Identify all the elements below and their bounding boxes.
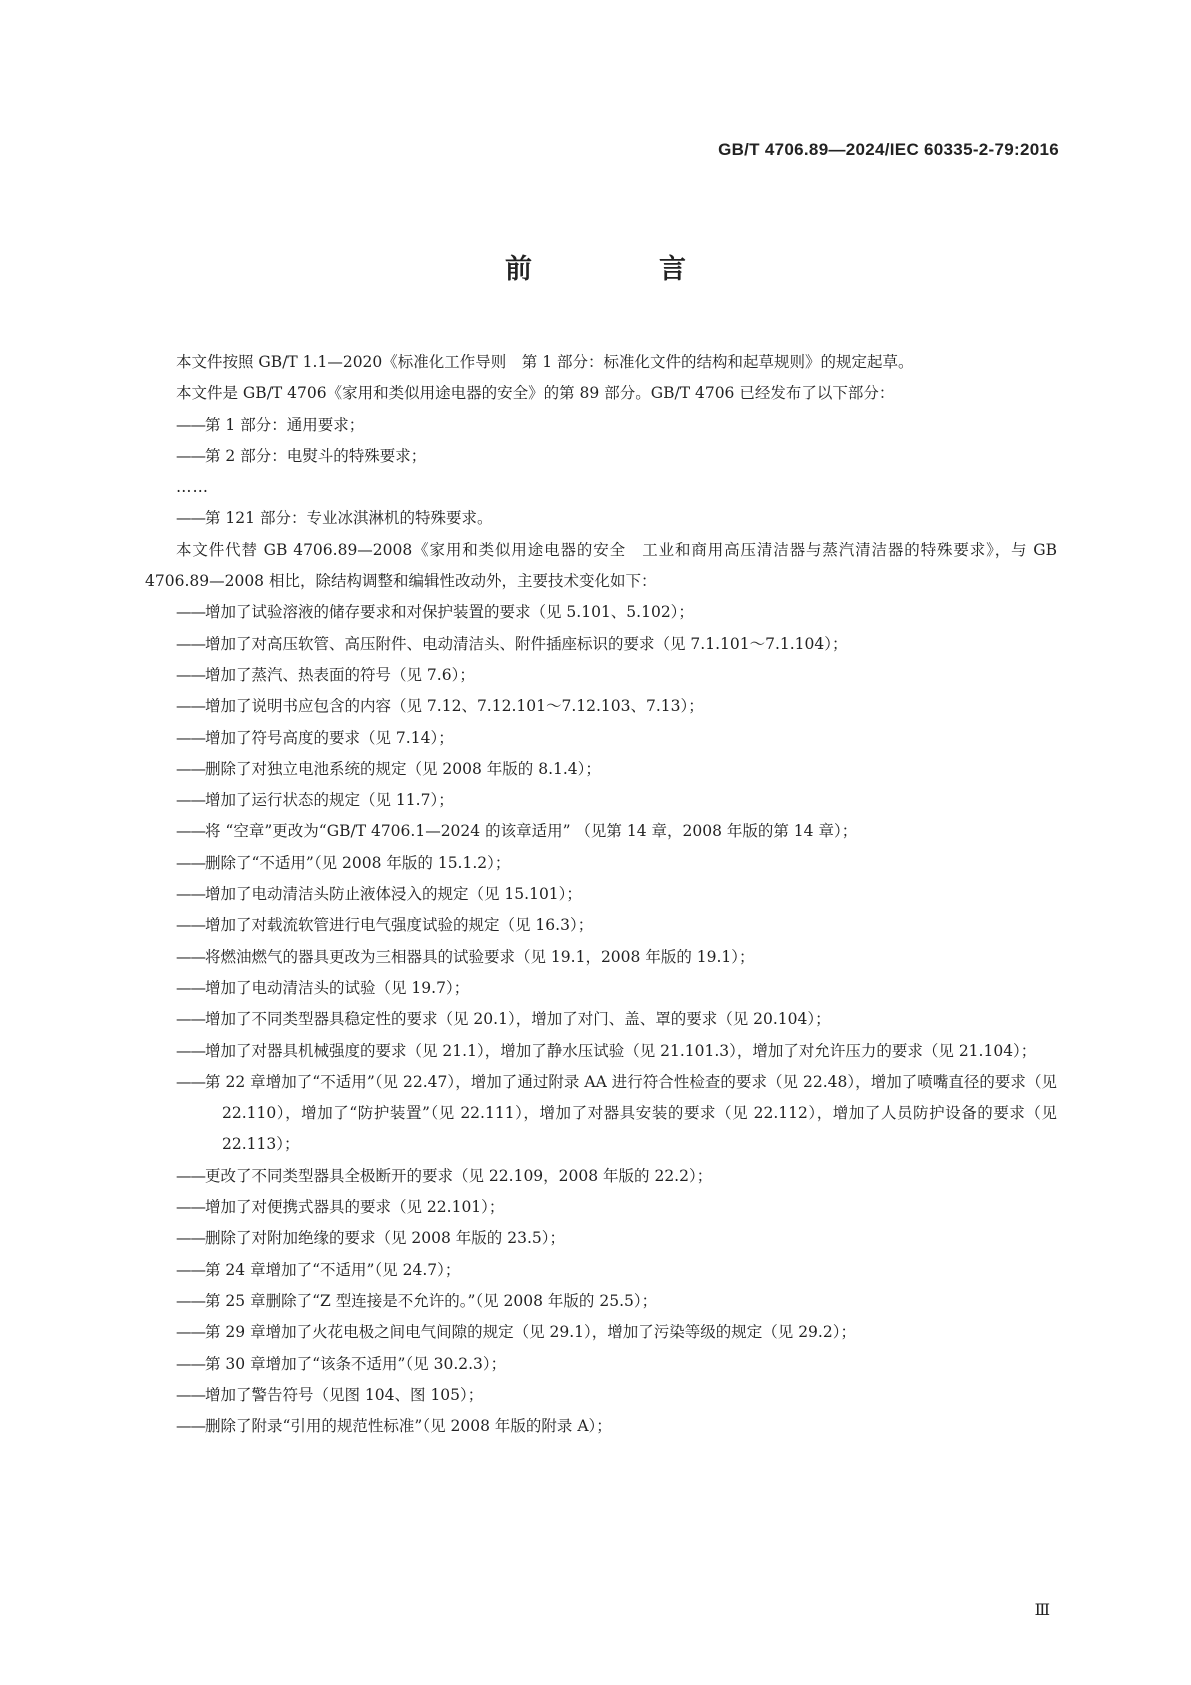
list-item-text: 第 121 部分：专业冰淇淋机的特殊要求。 bbox=[205, 509, 493, 528]
list-item bbox=[145, 629, 1057, 660]
list-dash: —— bbox=[176, 1291, 205, 1310]
list-item bbox=[145, 1380, 1057, 1411]
list-item-text: 增加了对高压软管、高压附件、电动清洁头、附件插座标识的要求（见 7.1.101～7.1.104）； bbox=[205, 634, 848, 653]
list-item-text: 增加了电动清洁头防止液体浸入的规定（见 15.101）； bbox=[205, 885, 582, 904]
list-item-text: 第 30 章增加了“该条不适用”（见 30.2.3）； bbox=[205, 1354, 507, 1373]
list-item-text: 增加了运行状态的规定（见 11.7）； bbox=[205, 791, 454, 810]
list-item-text: 增加了说明书应包含的内容（见 7.12、7.12.101～7.12.103、7.13）； bbox=[205, 697, 704, 716]
list-dash: —— bbox=[176, 415, 205, 434]
list-dash: —— bbox=[176, 1010, 205, 1029]
list-dash: —— bbox=[176, 947, 205, 966]
list-item bbox=[145, 660, 1057, 691]
list-item bbox=[145, 879, 1057, 910]
list-item bbox=[145, 597, 1057, 628]
parts-list bbox=[145, 410, 1057, 535]
list-item-text: 第 25 章删除了“Z 型连接是不允许的。”（见 2008 年版的 25.5）； bbox=[205, 1291, 658, 1310]
list-dash: —— bbox=[176, 1041, 205, 1060]
list-item bbox=[145, 503, 1057, 534]
list-dash: —— bbox=[176, 665, 205, 684]
list-dash: —— bbox=[176, 509, 205, 528]
list-item bbox=[145, 1349, 1057, 1380]
list-dash: —— bbox=[176, 1354, 205, 1373]
page-number: Ⅲ bbox=[1034, 1602, 1050, 1619]
list-dash: —— bbox=[176, 885, 205, 904]
list-item-text: 第 2 部分：电熨斗的特殊要求； bbox=[205, 446, 427, 465]
list-item bbox=[145, 1286, 1057, 1317]
list-item bbox=[145, 848, 1057, 879]
list-dash: —— bbox=[176, 1260, 205, 1279]
list-dash: —— bbox=[176, 916, 205, 935]
paragraph-series-intro: 本文件是 GB/T 4706《家用和类似用途电器的安全》的第 89 部分。GB/T 4706 已经发布了以下部分： bbox=[176, 384, 895, 403]
paragraph-drafting-rules: 本文件按照 GB/T 1.1—2020《标准化工作导则 第 1 部分：标准化文件的结构和起草规则》的规定起草。 bbox=[176, 353, 914, 371]
list-item-text: 第 1 部分：通用要求； bbox=[205, 415, 365, 434]
list-item bbox=[145, 1036, 1057, 1067]
list-dash: —— bbox=[176, 697, 205, 716]
list-item bbox=[145, 816, 1057, 847]
list-item-text: 删除了对附加绝缘的要求（见 2008 年版的 23.5）； bbox=[205, 1229, 565, 1248]
list-item bbox=[145, 942, 1057, 973]
list-item-text: 增加了符号高度的要求（见 7.14）； bbox=[205, 728, 454, 747]
list-item bbox=[145, 1411, 1057, 1442]
list-dash: —— bbox=[176, 853, 205, 872]
list-dash: —— bbox=[176, 728, 205, 747]
list-item bbox=[145, 754, 1057, 785]
list-dash: —— bbox=[176, 1229, 205, 1248]
list-item bbox=[145, 441, 1057, 472]
list-item-text: 增加了试验溶液的储存要求和对保护装置的要求（见 5.101、5.102）； bbox=[205, 603, 694, 622]
list-item bbox=[145, 1004, 1057, 1035]
list-dash: —— bbox=[176, 822, 205, 841]
list-dash: —— bbox=[176, 1323, 205, 1342]
list-item bbox=[145, 910, 1057, 941]
list-item-text: 增加了警告符号（见图 104、图 105）； bbox=[205, 1385, 484, 1404]
list-item bbox=[145, 1317, 1057, 1348]
list-dash: —— bbox=[176, 759, 205, 778]
list-item-text: 第 24 章增加了“不适用”（见 24.7）； bbox=[205, 1260, 461, 1279]
list-item-text: 增加了对便携式器具的要求（见 22.101）； bbox=[205, 1198, 505, 1217]
list-item bbox=[145, 723, 1057, 754]
list-item-text: 增加了蒸汽、热表面的符号（见 7.6）； bbox=[205, 665, 475, 684]
list-dash: —— bbox=[176, 978, 205, 997]
list-item-text: 增加了对载流软管进行电气强度试验的规定（见 16.3）； bbox=[205, 916, 594, 935]
paragraph-replacement: 本文件代替 GB 4706.89—2008《家用和类似用途电器的安全 工业和商用高压清洁器与蒸汽清洁器的特殊要求》，与 GB 4706.89—2008 相比，除结构调整和编辑性改动外，主要技术变化如下： bbox=[145, 540, 1057, 591]
list-ellipsis: …… bbox=[176, 478, 209, 497]
list-item-text: 增加了对器具机械强度的要求（见 21.1），增加了静水压试验（见 21.101.3），增加了对允许压力的要求（见 21.104）； bbox=[205, 1041, 1037, 1060]
list-dash: —— bbox=[176, 603, 205, 622]
list-item-text: 将燃油燃气的器具更改为三相器具的试验要求（见 19.1，2008 年版的 19.1）； bbox=[205, 947, 755, 966]
list-item-text: 第 22 章增加了“不适用”（见 22.47），增加了通过附录 AA 进行符合性检查的要求（见 22.48），增加了喷嘴直径的要求（见 22.110），增加了“防护装置”（见 22.111），增加了对器具安装的要求（见 22.112），增加了人员防护设备的要求（见 22.113）； bbox=[205, 1072, 1057, 1154]
list-item-text: 第 29 章增加了火花电极之间电气间隙的规定（见 29.1），增加了污染等级的规定（见 29.2）； bbox=[205, 1323, 856, 1342]
list-dash: —— bbox=[176, 791, 205, 810]
list-item-text: 删除了附录“引用的规范性标准”（见 2008 年版的附录 A）； bbox=[205, 1417, 612, 1436]
list-item bbox=[145, 1223, 1057, 1254]
list-item-text: 增加了不同类型器具稳定性的要求（见 20.1），增加了对门、盖、罩的要求（见 20.104）； bbox=[205, 1010, 831, 1029]
list-item bbox=[145, 1161, 1057, 1192]
list-item bbox=[145, 1255, 1057, 1286]
list-item bbox=[145, 1067, 1057, 1161]
list-dash: —— bbox=[176, 446, 205, 465]
list-dash: —— bbox=[176, 1166, 205, 1185]
list-dash: —— bbox=[176, 1198, 205, 1217]
list-item-text: 将 “空章”更改为“GB/T 4706.1—2024 的该章适用” （见第 14 章，2008 年版的第 14 章）； bbox=[205, 822, 858, 841]
list-item bbox=[145, 785, 1057, 816]
list-dash: —— bbox=[176, 1072, 205, 1091]
list-item bbox=[145, 691, 1057, 722]
list-item-text: 删除了“不适用”（见 2008 年版的 15.1.2）； bbox=[205, 853, 511, 872]
list-dash: —— bbox=[176, 1417, 205, 1436]
list-dash: —— bbox=[176, 1385, 205, 1404]
document-body bbox=[145, 347, 1057, 1442]
list-item bbox=[145, 1192, 1057, 1223]
list-item-text: 更改了不同类型器具全极断开的要求（见 22.109，2008 年版的 22.2）； bbox=[205, 1166, 713, 1185]
technical-changes-list bbox=[145, 597, 1057, 1442]
standard-number-header: GB/T 4706.89—2024/IEC 60335-2-79:2016 bbox=[718, 140, 1059, 159]
list-item-text: 删除了对独立电池系统的规定（见 2008 年版的 8.1.4）； bbox=[205, 759, 601, 778]
list-dash: —— bbox=[176, 634, 205, 653]
list-item bbox=[145, 973, 1057, 1004]
list-item bbox=[145, 410, 1057, 441]
page-title: 前 言 bbox=[505, 254, 736, 285]
list-item-text: 增加了电动清洁头的试验（见 19.7）； bbox=[205, 978, 470, 997]
